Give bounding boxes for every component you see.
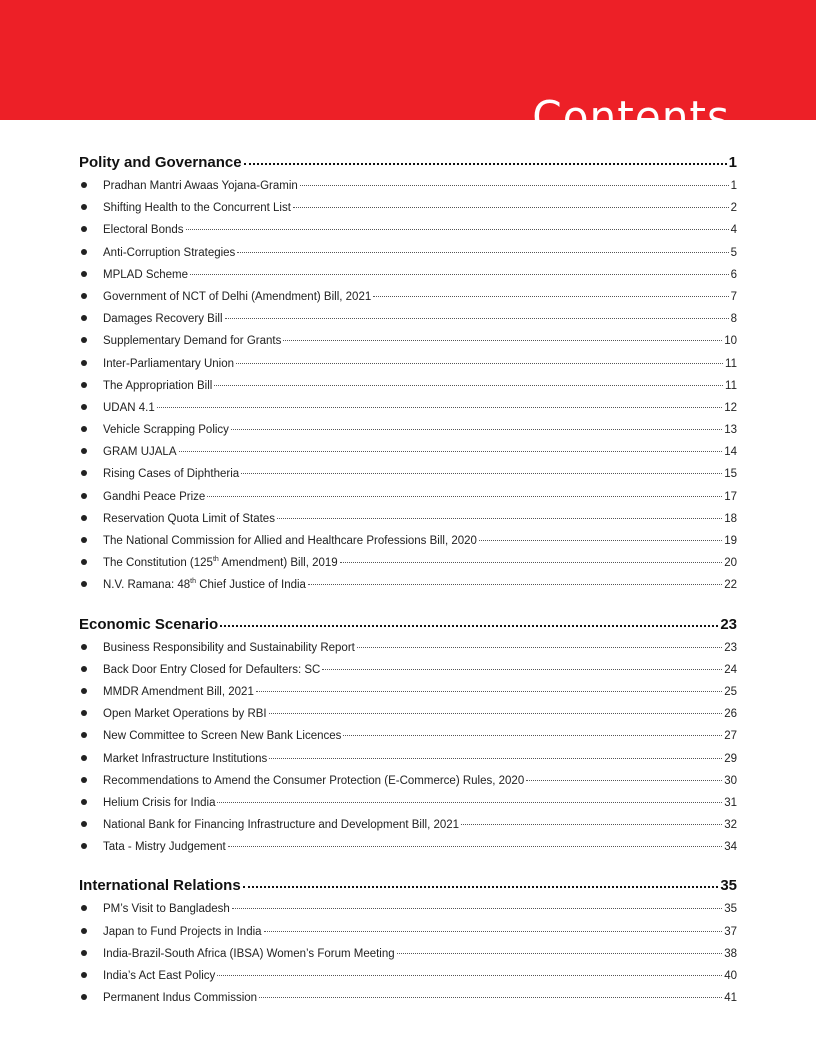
toc-entry[interactable]	[79, 708, 737, 730]
entry-title: Pradhan Mantri Awaas Yojana-Gramin	[103, 180, 298, 192]
entry-title: MMDR Amendment Bill, 2021	[103, 685, 254, 698]
dot-leader	[243, 885, 719, 888]
toc-entry[interactable]	[79, 380, 737, 402]
entry-page-number: 7	[730, 290, 737, 303]
toc-entry[interactable]	[79, 446, 737, 468]
toc-entry[interactable]	[79, 247, 737, 269]
entry-page-number: 1	[730, 180, 737, 192]
entry-title: Inter-Parliamentary Union	[103, 357, 235, 370]
entry-page-number: 38	[724, 947, 737, 960]
entry-page-number: 6	[730, 268, 737, 281]
entry-title: MPLAD Scheme	[103, 268, 189, 281]
entry-page-number: 12	[724, 401, 737, 414]
entry-page-number: 11	[725, 379, 737, 392]
dot-leader	[214, 384, 723, 386]
entry-page-number: 22	[724, 579, 737, 592]
entry-title	[103, 579, 306, 591]
entry-title: Back Door Entry Closed for Defaulters: SC	[103, 663, 321, 676]
dot-leader	[461, 823, 722, 825]
toc-section-international-relations	[79, 877, 737, 1014]
entry-page-number: 35	[724, 903, 737, 916]
toc-entry[interactable]	[79, 513, 737, 535]
entry-title: Helium Crisis for India	[103, 796, 216, 809]
dot-leader	[397, 952, 723, 954]
dot-leader	[340, 561, 723, 563]
header-banner	[0, 0, 816, 144]
dot-leader	[343, 734, 722, 736]
entry-title: Shifting Health to the Concurrent List	[103, 202, 291, 215]
entry-title: Market Infrastructure Institutions	[103, 752, 268, 765]
section-page-number: 35	[720, 877, 737, 895]
toc-entry[interactable]	[79, 468, 737, 490]
entry-title: India-Brazil-South Africa (IBSA) Women’s Forum Meeting	[103, 947, 395, 960]
toc-entry[interactable]	[79, 557, 737, 579]
entry-title: Rising Cases of Diphtheria	[103, 468, 240, 481]
toc-entry[interactable]	[79, 335, 737, 357]
entry-page-number: 37	[724, 925, 737, 938]
toc-entry[interactable]	[79, 358, 737, 380]
entry-title: Supplementary Demand for Grants	[103, 335, 282, 348]
dot-leader	[479, 539, 722, 541]
entry-title: Reservation Quota Limit of States	[103, 512, 275, 525]
toc-entry[interactable]	[79, 797, 737, 819]
section-title: Polity and Governance	[79, 154, 242, 171]
toc-entry[interactable]	[79, 291, 737, 313]
entry-title: Recommendations to Amend the Consumer Protection (E-Commerce) Rules, 2020	[103, 774, 525, 787]
entry-title-text: Chief Justice of India	[196, 579, 306, 592]
toc-entry[interactable]	[79, 775, 737, 797]
dot-leader	[244, 162, 727, 165]
entry-page-number: 14	[724, 446, 737, 459]
entry-title: National Bank for Financing Infrastructure and Development Bill, 2021	[103, 819, 460, 832]
section-page-number: 1	[728, 154, 737, 171]
toc-entry[interactable]	[79, 926, 737, 948]
entry-page-number: 26	[724, 708, 737, 721]
entry-page-number: 32	[724, 819, 737, 832]
entry-title: PM’s Visit to Bangladesh	[103, 903, 230, 916]
entry-title: Open Market Operations by RBI	[103, 708, 267, 721]
dot-leader	[283, 339, 722, 341]
toc-entry[interactable]	[79, 753, 737, 775]
dot-leader	[237, 251, 728, 253]
dot-leader	[232, 907, 722, 909]
dot-leader	[322, 668, 722, 670]
toc-entry[interactable]	[79, 970, 737, 992]
toc-entry[interactable]	[79, 841, 737, 863]
entry-title-text: Amendment) Bill, 2019	[218, 557, 338, 570]
entry-page-number: 18	[724, 512, 737, 525]
entry-page-number: 30	[724, 774, 737, 787]
toc-entry[interactable]	[79, 402, 737, 424]
section-page-number: 23	[720, 615, 737, 633]
dot-leader	[186, 228, 729, 230]
dot-leader	[269, 712, 723, 714]
dot-leader	[236, 362, 723, 364]
entry-title	[103, 557, 338, 569]
dot-leader	[217, 974, 722, 976]
table-of-contents	[79, 154, 737, 1014]
toc-entry[interactable]	[79, 686, 737, 708]
page-title: Contents	[532, 92, 730, 144]
entry-page-number: 13	[724, 424, 737, 437]
entry-page-number: 20	[724, 557, 737, 570]
dot-leader	[217, 801, 722, 803]
toc-section-economic-scenario	[79, 616, 737, 864]
section-title: Economic Scenario	[79, 615, 219, 633]
dot-leader	[300, 184, 729, 186]
entry-title: The Appropriation Bill	[103, 379, 213, 392]
entry-title: New Committee to Screen New Bank Licences	[103, 730, 342, 743]
entry-title: Anti-Corruption Strategies	[103, 246, 236, 259]
section-heading[interactable]	[79, 154, 737, 180]
toc-entry[interactable]	[79, 269, 737, 291]
dot-leader	[277, 517, 722, 519]
toc-entry[interactable]	[79, 903, 737, 925]
entry-title: Tata - Mistry Judgement	[103, 841, 226, 854]
entry-page-number: 17	[724, 490, 737, 503]
dot-leader	[357, 646, 722, 648]
toc-entry[interactable]	[79, 424, 737, 446]
dot-leader	[190, 273, 729, 275]
entry-page-number: 40	[724, 970, 737, 982]
entry-page-number: 11	[725, 357, 737, 370]
entry-page-number: 41	[724, 992, 737, 1005]
dot-leader	[293, 206, 729, 208]
entry-title: Business Responsibility and Sustainability Report	[103, 641, 355, 654]
dot-leader	[228, 845, 722, 847]
toc-entry[interactable]	[79, 642, 737, 664]
entry-page-number: 27	[724, 730, 737, 743]
entry-page-number: 25	[724, 685, 737, 698]
dot-leader	[526, 779, 722, 781]
dot-leader	[220, 624, 718, 627]
dot-leader	[231, 428, 722, 430]
entry-title: Japan to Fund Projects in India	[103, 925, 262, 938]
entry-page-number: 15	[724, 468, 737, 481]
entry-title: Vehicle Scrapping Policy	[103, 424, 229, 437]
toc-entry[interactable]	[79, 819, 737, 841]
entry-title: India’s Act East Policy	[103, 970, 216, 982]
toc-entry[interactable]	[79, 579, 737, 601]
entry-page-number: 23	[724, 641, 737, 654]
section-title: International Relations	[79, 877, 241, 895]
dot-leader	[207, 495, 722, 497]
entry-page-number: 19	[724, 535, 737, 547]
toc-entry[interactable]	[79, 948, 737, 970]
dot-leader	[179, 450, 723, 452]
entry-title: UDAN 4.1	[103, 401, 155, 414]
toc-section-polity-and-governance	[79, 154, 737, 602]
section-heading[interactable]	[79, 616, 737, 642]
dot-leader	[259, 996, 722, 998]
dot-leader	[373, 295, 728, 297]
entry-title: Electoral Bonds	[103, 224, 184, 237]
dot-leader	[225, 317, 729, 319]
toc-entry[interactable]	[79, 224, 737, 246]
dot-leader	[241, 472, 722, 474]
dot-leader	[157, 406, 722, 408]
entry-page-number: 2	[730, 202, 737, 215]
entry-page-number: 29	[724, 752, 737, 765]
dot-leader	[264, 930, 723, 932]
entry-title: Gandhi Peace Prize	[103, 490, 206, 503]
entry-title: Damages Recovery Bill	[103, 313, 223, 326]
toc-entry[interactable]	[79, 202, 737, 224]
entry-title-text: The Constitution (125	[103, 557, 213, 570]
entry-title: Government of NCT of Delhi (Amendment) Bill, 2021	[103, 290, 372, 303]
entry-page-number: 24	[724, 663, 737, 676]
toc-entry[interactable]	[79, 180, 737, 202]
entry-title-text: N.V. Ramana: 48	[103, 579, 191, 592]
ordinal-superscript: th	[212, 556, 219, 564]
toc-entry[interactable]	[79, 313, 737, 335]
entry-title: Permanent Indus Commission	[103, 992, 258, 1005]
toc-entry[interactable]	[79, 535, 737, 557]
section-heading[interactable]	[79, 877, 737, 903]
dot-leader	[308, 583, 722, 585]
entry-title: The National Commission for Allied and Healthcare Professions Bill, 2020	[103, 535, 477, 547]
toc-entry[interactable]	[79, 664, 737, 686]
toc-entry[interactable]	[79, 992, 737, 1014]
ordinal-superscript: th	[190, 578, 196, 586]
toc-entry[interactable]	[79, 491, 737, 513]
entry-page-number: 8	[730, 313, 737, 326]
entry-page-number: 34	[724, 841, 737, 854]
dot-leader	[256, 690, 722, 692]
entry-page-number: 10	[724, 335, 737, 348]
entry-page-number: 31	[724, 796, 737, 809]
dot-leader	[269, 757, 722, 759]
toc-entry[interactable]	[79, 730, 737, 752]
entry-page-number: 4	[730, 224, 737, 237]
entry-page-number: 5	[730, 246, 737, 259]
entry-title: GRAM UJALA	[103, 446, 177, 459]
